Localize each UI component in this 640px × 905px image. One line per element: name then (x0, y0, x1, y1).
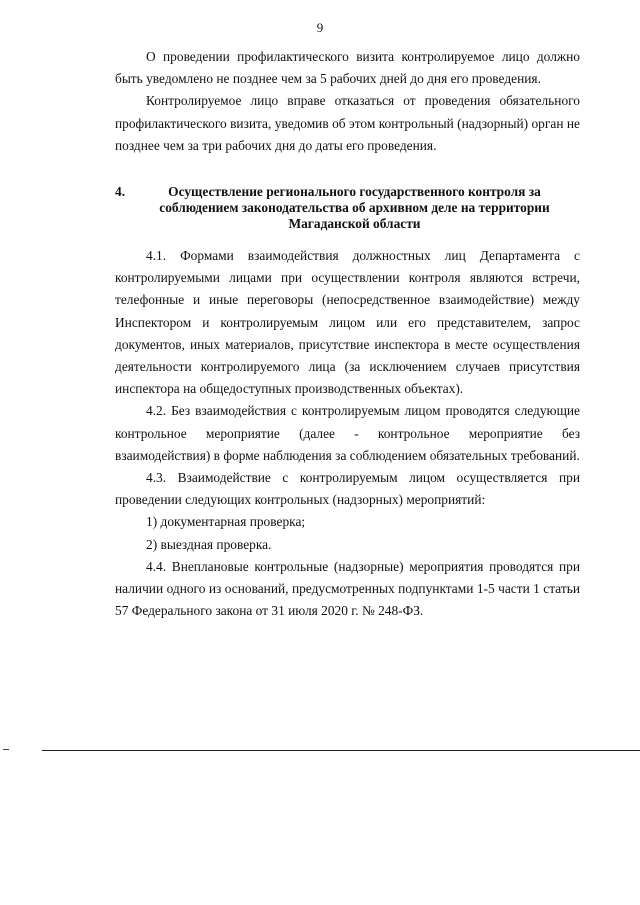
paragraph-4-1: 4.1. Формами взаимодействия должностных лиц Департамента с контролируемыми лицами при осуществлении контроля являются встречи, телефонные и иные переговоры (непосредственное взаимодействие) между Инспектором и контролируемым лицом или его представителем, запрос документов, иных материалов, присутствие инспектора в месте осуществления деятельности контролируемого лица (за исключением случаев присутствия инспектора на общедоступных производственных объектах). (115, 248, 580, 397)
paragraph-visit-refusal: Контролируемое лицо вправе отказаться от проведения обязательного профилактического визита, уведомив об этом контрольный (надзорный) орган не позднее чем за три рабочих дня до даты его проведения. (115, 93, 580, 153)
section-number: 4. (115, 184, 126, 200)
document-body (115, 46, 580, 622)
section-title: Осуществление регионального государственного контроля за соблюдением законодательства об архивном деле на территории Магаданской области (159, 184, 550, 232)
page-number: 9 (316, 20, 324, 35)
bottom-divider-line (42, 750, 640, 751)
paragraph-4-2: 4.2. Без взаимодействия с контролируемым лицом проводятся следующие контрольное мероприятие (далее - контрольное мероприятие без взаимодействия) в форме наблюдения за соблюдением обязательных требований. (115, 403, 580, 463)
section-heading (115, 184, 580, 232)
list-item-documentary-check: 1) документарная проверка; (146, 514, 306, 530)
paragraph-4-4: 4.4. Внеплановые контрольные (надзорные) мероприятия проводятся при наличии одного из оснований, предусмотренных подпунктами 1-5 части 1 статьи 57 Федерального закона от 31 июля 2020 г. № 248-ФЗ. (115, 558, 580, 619)
paragraph-4-3: 4.3. Взаимодействие с контролируемым лицом осуществляется при проведении следующих контрольных (надзорных) мероприятий: (115, 470, 580, 508)
paragraph-visit-notice: О проведении профилактического визита контролируемое лицо должно быть уведомлено не позднее чем за 5 рабочих дней до дня его проведения. (115, 49, 580, 87)
left-margin-mark (3, 749, 9, 750)
list-item-field-check: 2) выездная проверка. (146, 536, 272, 552)
